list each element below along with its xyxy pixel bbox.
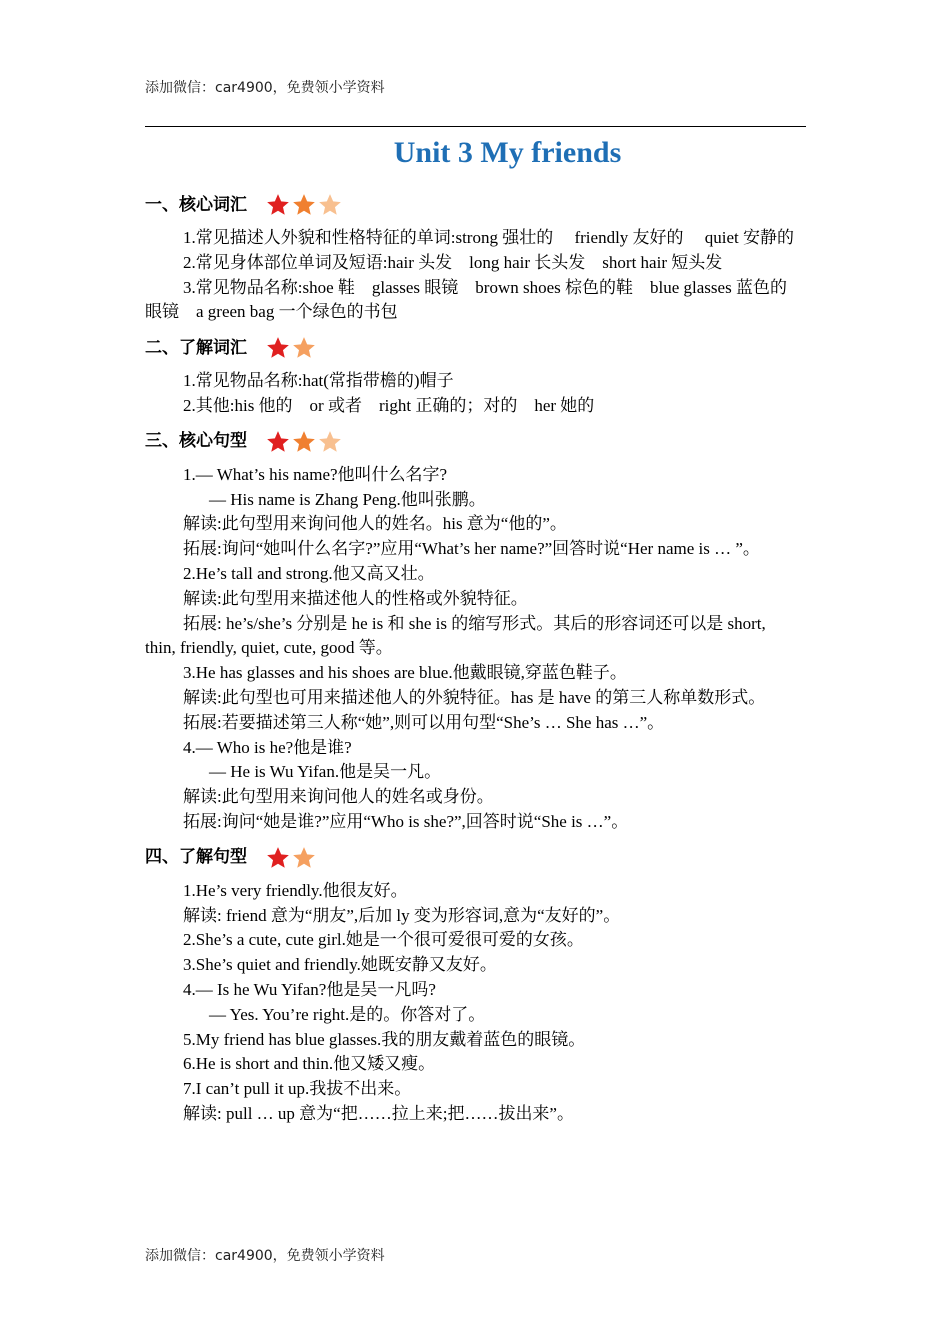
section-heading-text: 三、核心句型: [145, 431, 247, 452]
text-line: 2.She’s a cute, cute girl.她是一个很可爱很可爱的女孩。: [183, 930, 584, 950]
rating-stars: [265, 429, 343, 455]
text-line: 拓展: he’s/she’s 分别是 he is 和 she is 的缩写形式。其后的形容词还可以是 short, thin, friendly, quiet, cute, good 等。: [145, 613, 766, 658]
section-heading-core-sentences: [145, 425, 800, 459]
star-icon: [265, 335, 291, 361]
text-line: 解读:此句型也可用来描述他人的外貌特征。has 是 have 的第三人称单数形式。: [183, 687, 766, 707]
star-icon: [265, 192, 291, 218]
text-line: 4.— Who is he?他是谁?: [183, 737, 352, 757]
text-line: 2.其他:his 他的 or 或者 right 正确的；对的 her 她的: [183, 395, 595, 415]
text-line: 1.He’s very friendly.他很友好。: [183, 880, 408, 900]
section-heading-text: 一、核心词汇: [145, 194, 247, 215]
section-heading-core-vocab: [145, 188, 800, 222]
text-line: 3.常见物品名称:shoe 鞋 glasses 眼镜 brown shoes 棕色的鞋 blue glasses 蓝色的眼镜 a green bag 一个绿色的书包: [145, 277, 787, 322]
text-line: 2.常见身体部位单词及短语:hair 头发 long hair 长头发 short hair 短头发: [183, 252, 723, 272]
text-line: 1.常见物品名称:hat(常指带檐的)帽子: [183, 371, 454, 391]
text-line: 拓展:询问“她是谁?”应用“Who is she?”,回答时说“She is …”。: [183, 811, 629, 831]
text-line: 拓展:询问“她叫什么名字?”应用“What’s her name?”回答时说“Her name is … ”。: [183, 539, 760, 559]
section-heading-extra-sentences: [145, 841, 800, 875]
rating-stars: [265, 192, 343, 218]
text-line: 解读: friend 意为“朋友”,后加 ly 变为形容词,意为“友好的”。: [183, 905, 621, 925]
header-note: 添加微信：car4900，免费领小学资料: [145, 80, 385, 96]
text-line: 5.My friend has blue glasses.我的朋友戴着蓝色的眼镜。: [183, 1029, 586, 1049]
rating-stars: [265, 335, 317, 361]
text-line: — His name is Zhang Peng.他叫张鹏。: [209, 489, 486, 509]
star-icon: [265, 845, 291, 871]
rating-stars: [265, 845, 317, 871]
text-line: — Yes. You’re right.是的。你答对了。: [209, 1004, 486, 1024]
text-line: 1.常见描述人外貌和性格特征的单词:strong 强壮的 friendly 友好的 quiet 安静的: [183, 228, 795, 247]
header-rule: [145, 126, 806, 127]
text-line: — He is Wu Yifan.他是吴一凡。: [209, 762, 442, 782]
text-line: 1.— What’s his name?他叫什么名字?: [183, 464, 448, 484]
text-line: 拓展:若要描述第三人称“她”,则可以用句型“She’s … She has …”。: [183, 712, 665, 732]
text-line: 解读:此句型用来询问他人的姓名或身份。: [183, 787, 494, 807]
star-icon: [265, 429, 291, 455]
section-heading-extra-vocab: [145, 331, 800, 365]
text-line: 6.He is short and thin.他又矮又瘦。: [183, 1054, 436, 1074]
section-heading-text: 四、了解句型: [145, 847, 247, 868]
text-line: 解读: pull … up 意为“把……拉上来;把……拔出来”。: [183, 1103, 574, 1123]
footer-note: 添加微信：car4900，免费领小学资料: [145, 1248, 385, 1264]
star-icon: [291, 429, 317, 455]
star-icon: [317, 192, 343, 218]
star-icon: [291, 845, 317, 871]
text-line: 解读:此句型用来描述他人的性格或外貌特征。: [183, 588, 528, 608]
text-line: 2.He’s tall and strong.他又高又壮。: [183, 563, 435, 583]
section-heading-text: 二、了解词汇: [145, 337, 247, 358]
text-line: 解读:此句型用来询问他人的姓名。his 意为“他的”。: [183, 514, 567, 534]
text-line: 3.She’s quiet and friendly.她既安静又友好。: [183, 955, 497, 975]
document-body: [145, 188, 800, 1127]
star-icon: [291, 192, 317, 218]
text-line: 4.— Is he Wu Yifan?他是吴一凡吗?: [183, 979, 436, 999]
page-title: Unit 3 My friends: [393, 136, 622, 169]
star-icon: [317, 429, 343, 455]
text-line: 7.I can’t pull it up.我拔不出来。: [183, 1079, 412, 1099]
text-line: 3.He has glasses and his shoes are blue.他戴眼镜,穿蓝色鞋子。: [183, 663, 627, 683]
star-icon: [291, 335, 317, 361]
